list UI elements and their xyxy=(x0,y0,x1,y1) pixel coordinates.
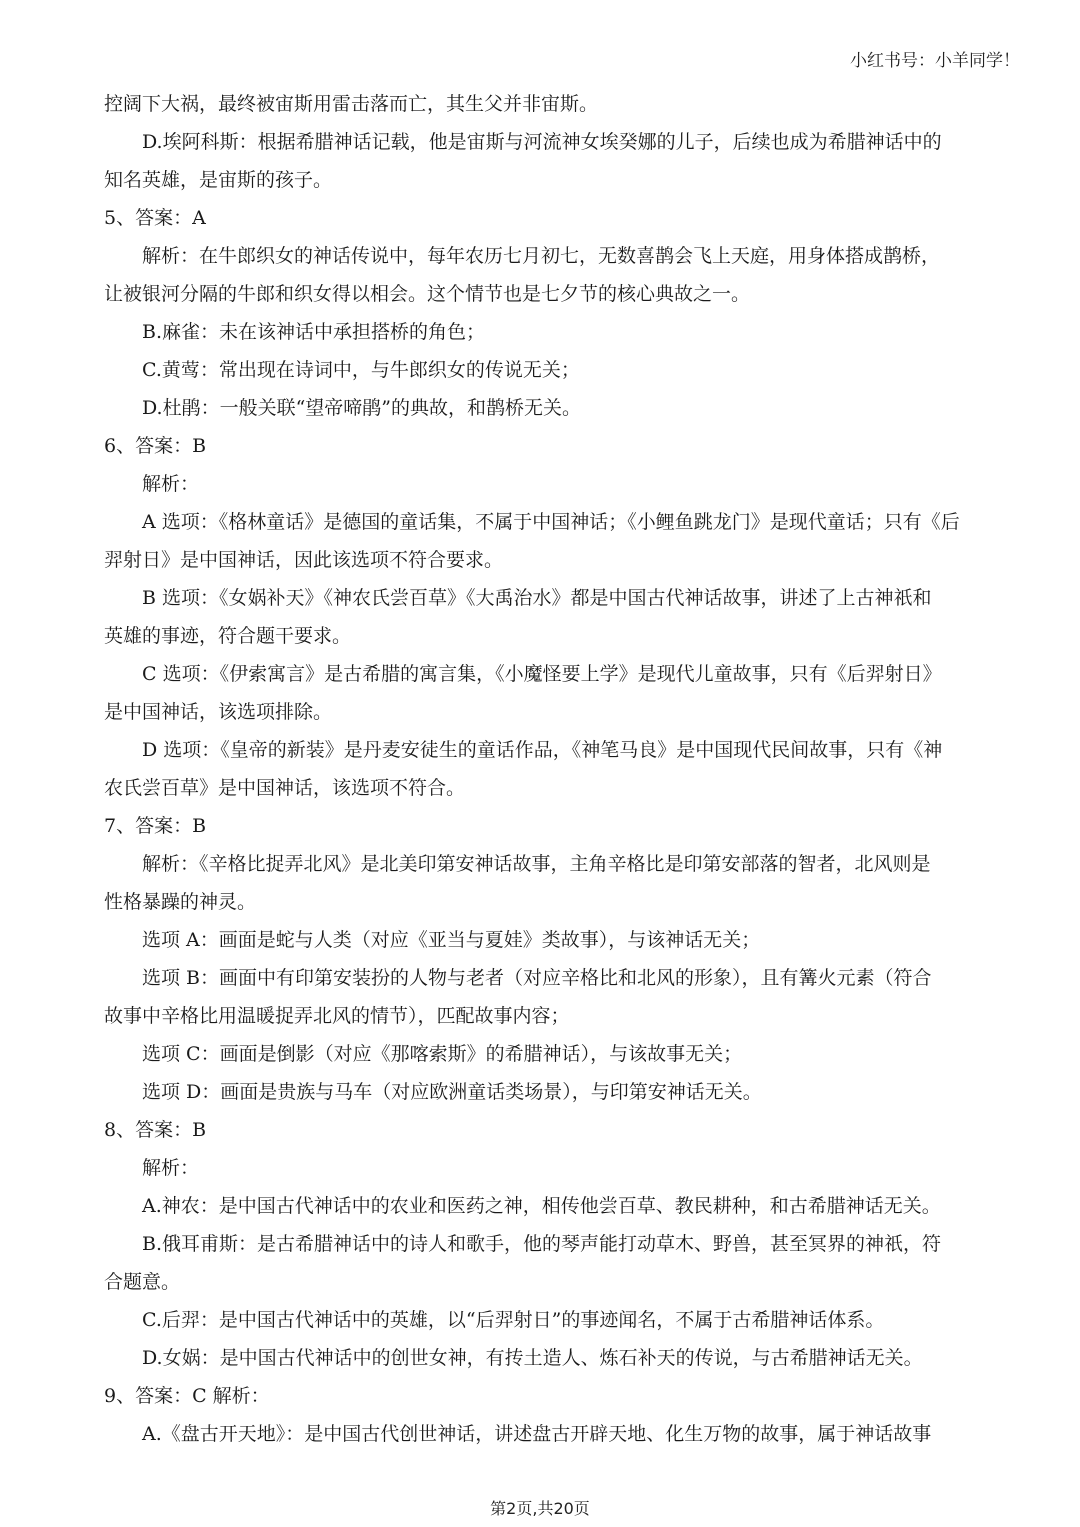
account-watermark: 小红书号：小羊同学！ xyxy=(850,51,1020,71)
answer-heading: 9、答案：C 解析： xyxy=(104,1385,270,1407)
answer-heading: 8、答案：B xyxy=(104,1119,207,1141)
text-line: A.神农：是中国古代神话中的农业和医药之神，相传他尝百草、教民耕种，和古希腊神话无关。 xyxy=(142,1195,941,1217)
text-line: C 选项：《伊索寓言》是古希腊的寓言集，《小魔怪要上学》是现代儿童故事，只有《后羿射日》 xyxy=(142,663,942,685)
page-number: 第2页,共20页 xyxy=(490,1499,590,1518)
answer-heading: 6、答案：B xyxy=(104,435,207,457)
text-line: 解析：在牛郎织女的神话传说中，每年农历七月初七，无数喜鹊会飞上天庭，用身体搭成鹊桥， xyxy=(142,245,941,267)
text-line: 合题意。 xyxy=(104,1271,181,1293)
text-line: C.后羿：是中国古代神话中的英雄，以“后羿射日”的事迹闻名，不属于古希腊神话体系。 xyxy=(142,1309,885,1331)
answer-heading: 5、答案：A xyxy=(104,207,206,229)
text-line: A.《盘古开天地》：是中国古代创世神话，讲述盘古开辟天地、化生万物的故事，属于神话故事 xyxy=(142,1423,932,1445)
text-line: 控阔下大祸，最终被宙斯用雷击落而亡，其生父并非宙斯。 xyxy=(104,93,599,115)
text-line: 知名英雄，是宙斯的孩子。 xyxy=(104,169,333,191)
text-line: 性格暴躁的神灵。 xyxy=(104,891,257,913)
text-line: D.埃阿科斯：根据希腊神话记载，他是宙斯与河流神女埃癸娜的儿子，后续也成为希腊神话中的 xyxy=(142,131,942,153)
text-line: 羿射日》是中国神话，因此该选项不符合要求。 xyxy=(104,549,504,571)
text-line: 解析： xyxy=(142,1157,200,1179)
text-line: D 选项：《皇帝的新装》是丹麦安徒生的童话作品，《神笔马良》是中国现代民间故事，只有《神 xyxy=(142,739,943,761)
text-line: 解析： xyxy=(142,473,200,495)
text-line: 故事中辛格比用温暖捉弄北风的情节），匹配故事内容； xyxy=(104,1005,570,1027)
text-line: 选项 D：画面是贵族与马车（对应欧洲童话类场景），与印第安神话无关。 xyxy=(142,1081,762,1103)
text-line: B.俄耳甫斯：是古希腊神话中的诗人和歌手，他的琴声能打动草木、野兽，甚至冥界的神祇，符 xyxy=(142,1233,942,1255)
text-line: C.黄莺：常出现在诗词中，与牛郎织女的传说无关； xyxy=(142,359,580,381)
text-line: 是中国神话，该选项排除。 xyxy=(104,701,333,723)
text-line: 选项 A：画面是蛇与人类（对应《亚当与夏娃》类故事），与该神话无关； xyxy=(142,929,761,951)
text-line: 农氏尝百草》是中国神话，该选项不符合。 xyxy=(104,777,466,799)
text-line: 选项 B：画面中有印第安装扮的人物与老者（对应辛格比和北风的形象），且有篝火元素（符合 xyxy=(142,967,932,989)
text-line: 解析：《辛格比捉弄北风》是北美印第安神话故事，主角辛格比是印第安部落的智者，北风则是 xyxy=(142,853,931,875)
text-line: B.麻雀：未在该神话中承担搭桥的角色； xyxy=(142,321,486,343)
text-line: A 选项：《格林童话》是德国的童话集，不属于中国神话；《小鲤鱼跳龙门》是现代童话；只有《后 xyxy=(142,511,960,533)
text-line: B 选项：《女娲补天》《神农氏尝百草》《大禹治水》都是中国古代神话故事，讲述了上古神祇和 xyxy=(142,587,932,609)
text-line: 让被银河分隔的牛郎和织女得以相会。这个情节也是七夕节的核心典故之一。 xyxy=(104,283,751,305)
text-line: D.女娲：是中国古代神话中的创世女神，有抟土造人、炼石补天的传说，与古希腊神话无关。 xyxy=(142,1347,923,1369)
text-line: D.杜鹃：一般关联“望帝啼鹃”的典故，和鹊桥无关。 xyxy=(142,397,582,419)
text-line: 选项 C：画面是倒影（对应《那喀索斯》的希腊神话），与该故事无关； xyxy=(142,1043,743,1065)
text-line: 英雄的事迹，符合题干要求。 xyxy=(104,625,352,647)
answer-heading: 7、答案：B xyxy=(104,815,207,837)
document-body xyxy=(104,85,984,1453)
